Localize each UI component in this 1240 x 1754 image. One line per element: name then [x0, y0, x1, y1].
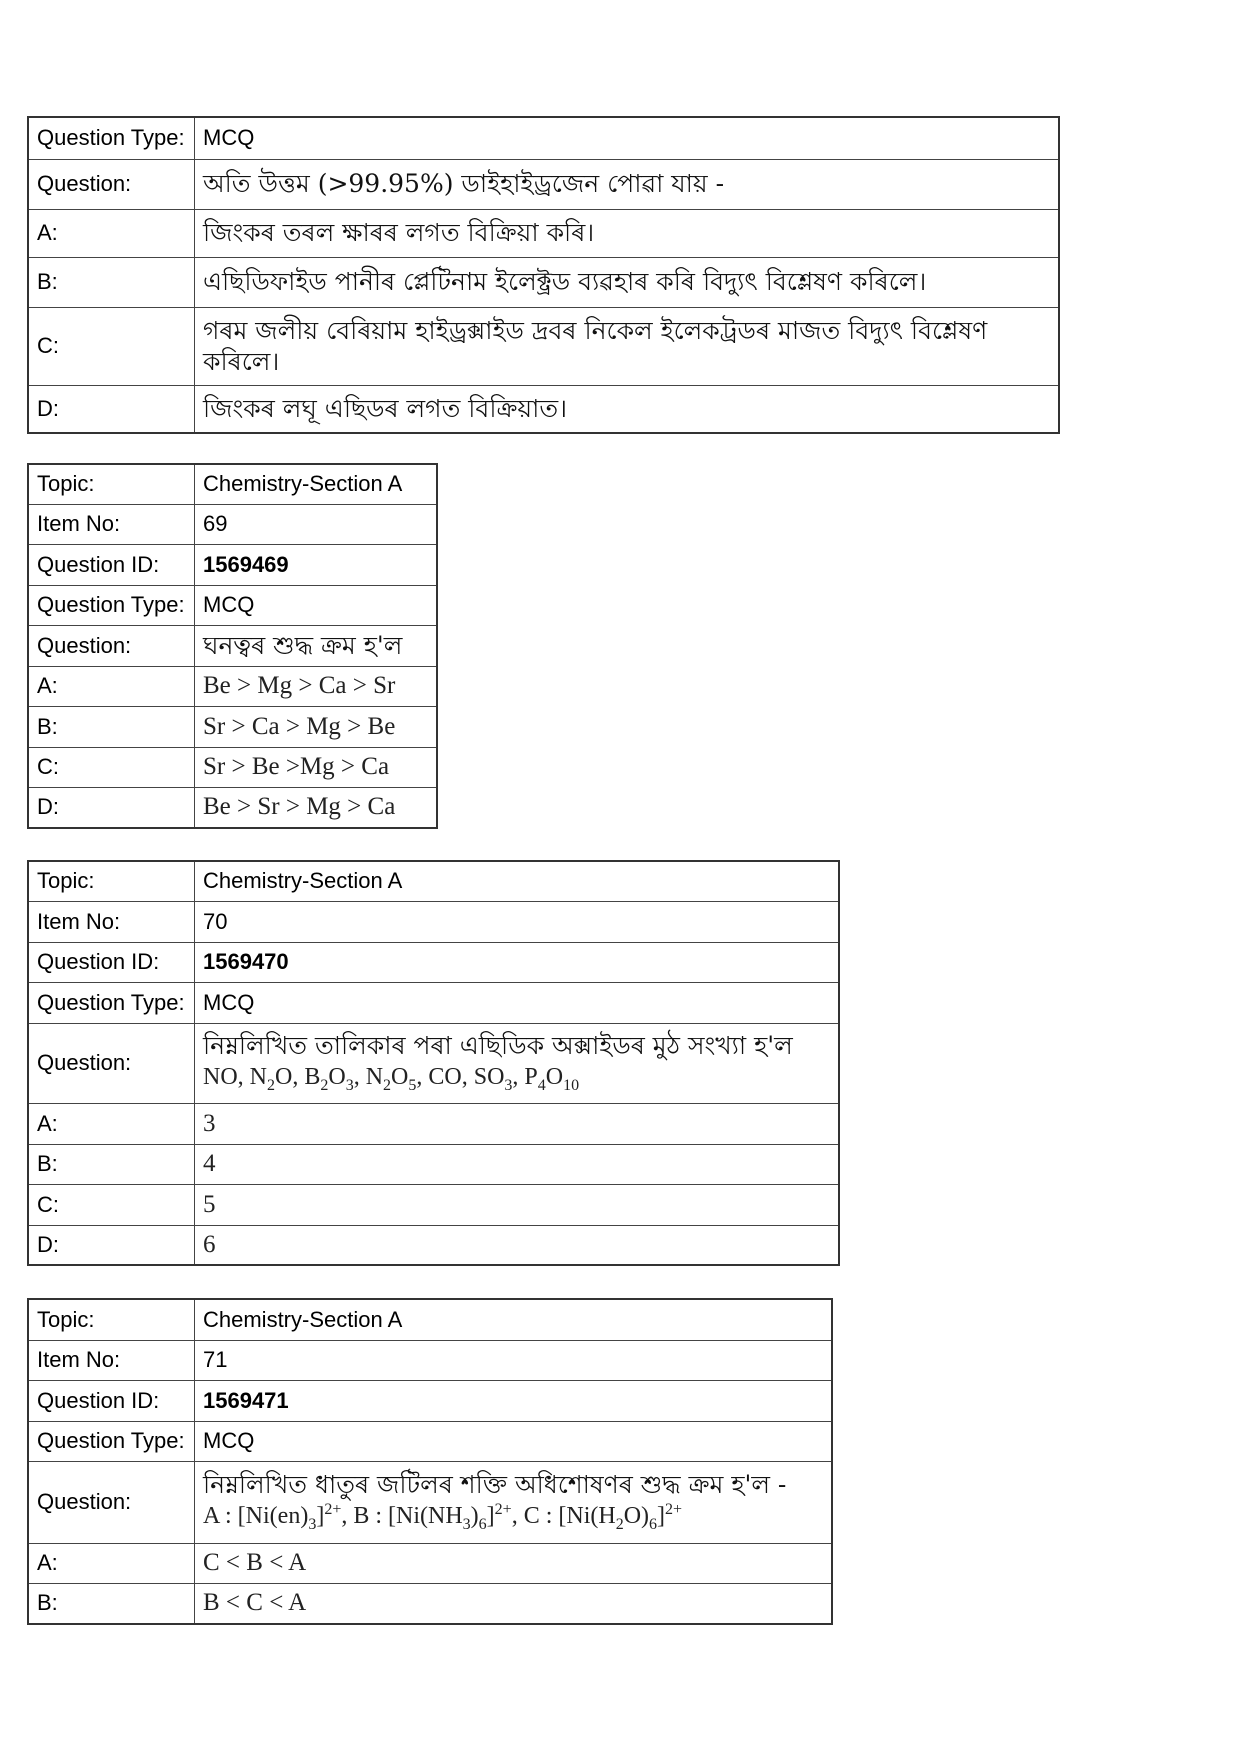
label: Item No: — [28, 901, 195, 942]
item-no-value: 69 — [195, 504, 438, 544]
label: C: — [28, 747, 195, 787]
row-option-c — [28, 747, 437, 787]
option-b-text: 4 — [195, 1144, 840, 1184]
item-no-value: 70 — [195, 901, 840, 942]
option-d-text: 6 — [195, 1225, 840, 1265]
question-cell — [195, 1023, 840, 1103]
question-cell — [195, 1461, 833, 1543]
label: B: — [28, 706, 195, 747]
question-type-value: MCQ — [195, 1421, 833, 1461]
option-a-text: Be > Mg > Ca > Sr — [195, 666, 438, 706]
label: A: — [28, 1543, 195, 1583]
option-b-text: Sr > Ca > Mg > Be — [195, 706, 438, 747]
row-question — [28, 625, 437, 666]
question-table-prev — [27, 116, 1060, 434]
row-option-b — [28, 257, 1059, 307]
label: Question ID: — [28, 544, 195, 585]
label: Topic: — [28, 464, 195, 504]
oxide-formula-list: NO, $N_2O$, $B_2O_3$, $N_2O_5$, CO, $SO_3$, $P_4O_{10}$ — [203, 1063, 580, 1094]
question-table-71 — [27, 1298, 833, 1625]
value: MCQ — [195, 117, 1060, 159]
row-question-id — [28, 544, 437, 585]
complex-formula-list: A : $[Ni(en)_3]^{2+}$, B : $[Ni(NH_3)_6]^{2+}$, C : $[Ni(H_2O)_6]^{2+}$ — [203, 1501, 683, 1534]
label: A: — [28, 666, 195, 706]
label: B: — [28, 1583, 195, 1624]
label: Question Type: — [28, 117, 195, 159]
row-option-d — [28, 1225, 839, 1265]
row-question-type — [28, 117, 1059, 159]
row-question-type — [28, 1421, 832, 1461]
option-b-text: এছিডিফাইড পানীৰ প্লেটিনাম ইলেক্ট্ৰড ব্যৱহাৰ কৰি বিদ্যুৎ বিশ্লেষণ কৰিলে। — [195, 257, 1060, 307]
row-option-a — [28, 666, 437, 706]
label: Question: — [28, 625, 195, 666]
row-option-a — [28, 209, 1059, 257]
row-option-b — [28, 1144, 839, 1184]
question-text: নিম্নলিখিত ধাতুৰ জটিলৰ শক্তি অধিশোষণৰ শুদ্ধ ক্ৰম হ'ল - — [203, 1469, 787, 1499]
label: C: — [28, 1184, 195, 1225]
option-a-text: C < B < A — [195, 1543, 833, 1583]
row-option-d — [28, 787, 437, 828]
label: Question Type: — [28, 585, 195, 625]
question-table-70 — [27, 860, 840, 1266]
label: Item No: — [28, 1340, 195, 1380]
row-question-type — [28, 585, 437, 625]
label: B: — [28, 1144, 195, 1184]
topic-value: Chemistry-Section A — [195, 1299, 833, 1340]
label: Question ID: — [28, 1380, 195, 1421]
row-option-b — [28, 706, 437, 747]
question-text: ঘনত্বৰ শুদ্ধ ক্ৰম হ'ল — [195, 625, 438, 666]
row-item-no — [28, 901, 839, 942]
row-option-c — [28, 1184, 839, 1225]
option-a-text: 3 — [195, 1103, 840, 1144]
row-question-id — [28, 1380, 832, 1421]
row-option-c — [28, 307, 1059, 385]
label: Topic: — [28, 861, 195, 901]
item-no-value: 71 — [195, 1340, 833, 1380]
label: Question ID: — [28, 942, 195, 982]
question-type-value: MCQ — [195, 585, 438, 625]
row-question-type — [28, 982, 839, 1023]
row-question-id — [28, 942, 839, 982]
option-d-text: জিংকৰ লঘূ এছিডৰ লগত বিক্ৰিয়াত। — [195, 385, 1060, 433]
label: C: — [28, 307, 195, 385]
row-option-b — [28, 1583, 832, 1624]
row-item-no — [28, 504, 437, 544]
question-id-value: 1569470 — [195, 942, 840, 982]
option-c-text: গৰম জলীয় বেৰিয়াম হাইড্ৰক্সাইড দ্ৰবৰ নিকেল ইলেকট্ৰডৰ মাজত বিদ্যুৎ বিশ্লেষণ কৰিলে। — [195, 307, 1060, 385]
topic-value: Chemistry-Section A — [195, 861, 840, 901]
option-b-text: B < C < A — [195, 1583, 833, 1624]
option-c-text: 5 — [195, 1184, 840, 1225]
row-option-a — [28, 1543, 832, 1583]
label: Question: — [28, 1461, 195, 1543]
row-topic — [28, 1299, 832, 1340]
label: Question: — [28, 1023, 195, 1103]
option-c-text: Sr > Be >Mg > Ca — [195, 747, 438, 787]
question-text: অতি উত্তম (>99.95%) ডাইহাইড্ৰজেন পোৱা যায় - — [195, 159, 1060, 209]
label: D: — [28, 1225, 195, 1265]
label: Question Type: — [28, 1421, 195, 1461]
label: D: — [28, 385, 195, 433]
option-d-text: Be > Sr > Mg > Ca — [195, 787, 438, 828]
topic-value: Chemistry-Section A — [195, 464, 438, 504]
label: Topic: — [28, 1299, 195, 1340]
row-question — [28, 159, 1059, 209]
label: A: — [28, 209, 195, 257]
label: A: — [28, 1103, 195, 1144]
row-item-no — [28, 1340, 832, 1380]
row-question — [28, 1023, 839, 1103]
question-id-value: 1569471 — [195, 1380, 833, 1421]
question-table-69 — [27, 463, 438, 829]
row-topic — [28, 861, 839, 901]
row-topic — [28, 464, 437, 504]
question-id-value: 1569469 — [195, 544, 438, 585]
question-type-value: MCQ — [195, 982, 840, 1023]
row-question — [28, 1461, 832, 1543]
label: Question: — [28, 159, 195, 209]
question-text: নিম্নলিখিত তালিকাৰ পৰা এছিডিক অক্সাইডৰ মুঠ সংখ্যা হ'ল — [203, 1031, 793, 1061]
row-option-d — [28, 385, 1059, 433]
label: Question Type: — [28, 982, 195, 1023]
option-a-text: জিংকৰ তৰল ক্ষাৰৰ লগত বিক্ৰিয়া কৰি। — [195, 209, 1060, 257]
row-option-a — [28, 1103, 839, 1144]
label: D: — [28, 787, 195, 828]
label: Item No: — [28, 504, 195, 544]
label: B: — [28, 257, 195, 307]
